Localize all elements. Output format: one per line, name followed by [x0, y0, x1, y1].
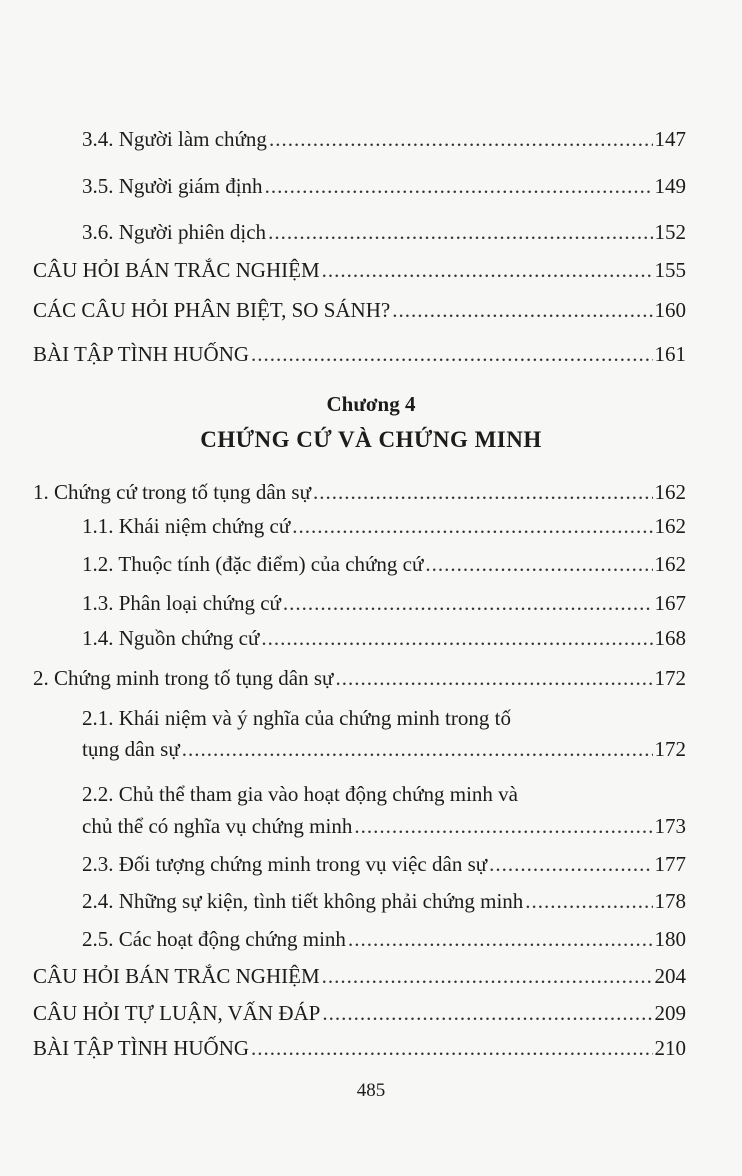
- toc-entry: [82, 585, 686, 621]
- toc-entry-label: 1.1. Khái niệm chứng cứ: [82, 514, 291, 538]
- toc-entry: [82, 883, 686, 919]
- toc-entry-page: 162: [654, 552, 686, 576]
- toc-entry-page: 172: [654, 666, 686, 690]
- toc-leader-dots: [322, 958, 653, 994]
- toc-leader-dots: [525, 883, 652, 919]
- chapter-number: Chương 4: [326, 392, 416, 416]
- toc-entry: [33, 292, 686, 328]
- toc-leader-dots: [392, 292, 652, 328]
- toc-entry-label: 2.4. Những sự kiện, tình tiết không phải chứng minh: [82, 889, 524, 913]
- toc-entry-page: 180: [654, 927, 686, 951]
- toc-leader-dots: [425, 546, 652, 582]
- toc-entry: [82, 508, 686, 544]
- toc-entry: [82, 121, 686, 157]
- toc-leader-dots: [182, 731, 653, 767]
- toc-leader-dots: [335, 660, 652, 696]
- toc-entry: [82, 620, 686, 656]
- toc-entry-page: 172: [654, 737, 686, 761]
- toc-entry-label-line1: 2.2. Chủ thể tham gia vào hoạt động chứng minh và: [82, 782, 518, 806]
- toc-entry-label: tụng dân sự: [82, 737, 180, 761]
- toc-entry: [33, 1030, 686, 1066]
- toc-leader-dots: [261, 620, 652, 656]
- toc-entry-label: CÂU HỎI TỰ LUẬN, VẤN ĐÁP: [33, 1001, 321, 1025]
- toc-entry-page: 149: [654, 174, 686, 198]
- toc-entry-page: 160: [654, 298, 686, 322]
- toc-entry: [82, 731, 686, 767]
- toc-entry-page: 168: [654, 626, 686, 650]
- toc-entry-label: CÂU HỎI BÁN TRẮC NGHIỆM: [33, 258, 320, 282]
- toc-leader-dots: [489, 846, 652, 882]
- toc-entry: [82, 846, 686, 882]
- toc-entry-label: CÁC CÂU HỎI PHÂN BIỆT, SO SÁNH?: [33, 298, 391, 322]
- toc-entry-label: chủ thể có nghĩa vụ chứng minh: [82, 814, 353, 838]
- toc-entry-page: 210: [654, 1036, 686, 1060]
- toc-leader-dots: [354, 808, 652, 844]
- toc-entry-page: 162: [654, 480, 686, 504]
- toc-leader-dots: [283, 585, 653, 621]
- toc-entry: [33, 958, 686, 994]
- toc-entry: [33, 252, 686, 288]
- toc-entry-page: 204: [654, 964, 686, 988]
- toc-entry-page: 209: [654, 1001, 686, 1025]
- toc-entry: [82, 214, 686, 250]
- toc-entry-label: 3.6. Người phiên dịch: [82, 220, 267, 244]
- toc-entry: [82, 808, 686, 844]
- toc-entry: [33, 660, 686, 696]
- toc-entry-label: BÀI TẬP TÌNH HUỐNG: [33, 342, 250, 366]
- toc-entry-page: 173: [654, 814, 686, 838]
- toc-entry-label: 1.3. Phân loại chứng cứ: [82, 591, 281, 615]
- toc-leader-dots: [265, 168, 653, 204]
- toc-leader-dots: [322, 252, 653, 288]
- toc-entry-page: 161: [654, 342, 686, 366]
- toc-leader-dots: [251, 336, 652, 372]
- toc-entry-label: 2.5. Các hoạt động chứng minh: [82, 927, 346, 951]
- toc-leader-dots: [322, 995, 652, 1031]
- toc-entry-page: 155: [654, 258, 686, 282]
- toc-entry: [33, 995, 686, 1031]
- toc-leader-dots: [269, 121, 653, 157]
- toc-entry-label: 1.4. Nguồn chứng cứ: [82, 626, 260, 650]
- toc-entry-label: BÀI TẬP TÌNH HUỐNG: [33, 1036, 250, 1060]
- toc-leader-dots: [292, 508, 652, 544]
- toc-entry-page: 162: [654, 514, 686, 538]
- toc-entry: [82, 921, 686, 957]
- toc-entry-label: CÂU HỎI BÁN TRẮC NGHIỆM: [33, 964, 320, 988]
- toc-entry-page: 167: [654, 591, 686, 615]
- toc-leader-dots: [348, 921, 653, 957]
- toc-entry-label: 2.3. Đối tượng chứng minh trong vụ việc dân sự: [82, 852, 488, 876]
- toc-leader-dots: [313, 474, 653, 510]
- chapter-title: CHỨNG CỨ VÀ CHỨNG MINH: [200, 427, 542, 452]
- toc-entry-page: 177: [654, 852, 686, 876]
- toc-entry: [82, 168, 686, 204]
- toc-entry: [82, 546, 686, 582]
- toc-entry: [33, 336, 686, 372]
- toc-entry-page: 178: [654, 889, 686, 913]
- toc-leader-dots: [268, 214, 652, 250]
- toc-entry-label: 3.5. Người giám định: [82, 174, 263, 198]
- toc-entry-label: 1.2. Thuộc tính (đặc điểm) của chứng cứ: [82, 552, 424, 576]
- toc-leader-dots: [251, 1030, 652, 1066]
- toc-entry-label: 3.4. Người làm chứng: [82, 127, 267, 151]
- toc-entry-page: 152: [654, 220, 686, 244]
- toc-entry-label: 1. Chứng cứ trong tố tụng dân sự: [33, 480, 311, 504]
- page-number: 485: [356, 1080, 386, 1101]
- toc-entry-label: 2. Chứng minh trong tố tụng dân sự: [33, 666, 334, 690]
- toc-entry-page: 147: [654, 127, 686, 151]
- toc-entry-label-line1: 2.1. Khái niệm và ý nghĩa của chứng minh trong tố: [82, 706, 511, 730]
- toc-entry: [33, 474, 686, 510]
